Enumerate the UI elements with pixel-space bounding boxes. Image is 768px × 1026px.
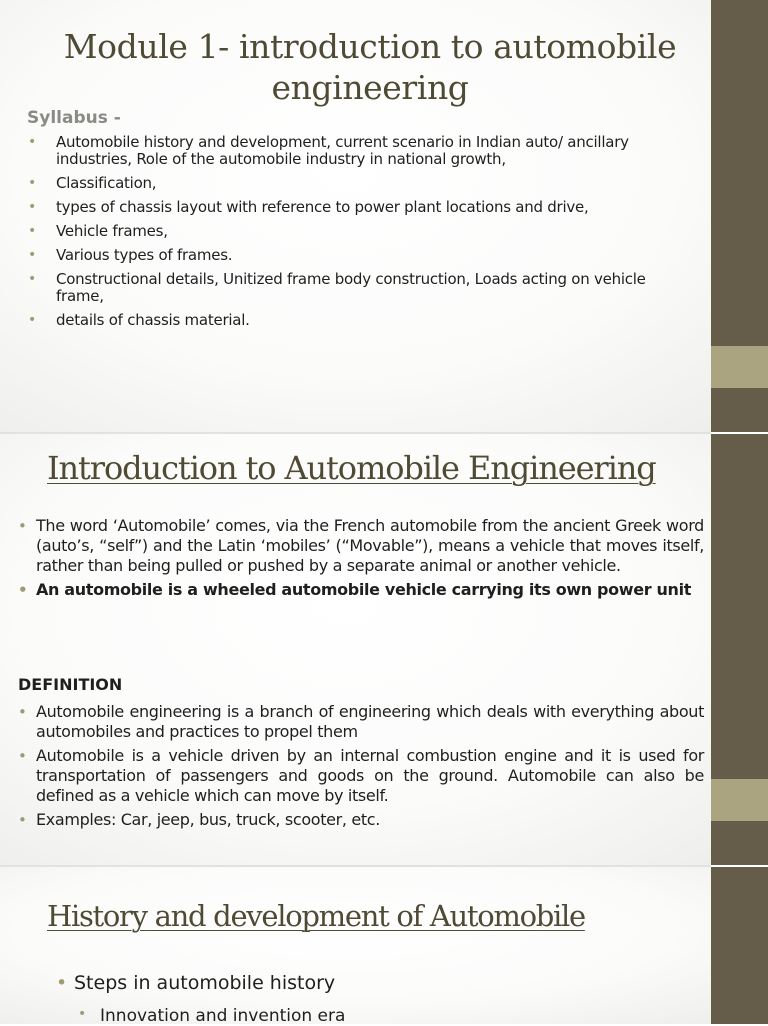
list-item: • The word ‘Automobile’ comes, via the French automobile from the ancient Greek word (auto’s, “self”) and the Latin ‘mobiles’ (“Movable”), means a vehicle that moves itself, rather than being pulled or pushed by a separate animal or another vehicle. (18, 516, 704, 576)
slide-1-rail-accent (711, 346, 768, 388)
definition-heading: DEFINITION (18, 675, 123, 694)
list-item: • Constructional details, Unitized frame body construction, Loads acting on vehicle frame, (28, 271, 668, 305)
list-item: • Automobile is a vehicle driven by an internal combustion engine and it is used for transportation of passengers and goods on the ground. Automobile can also be defined as a vehicle which can move by itself. (18, 746, 704, 806)
intro-list (18, 516, 704, 604)
history-bullet: • Steps in automobile history (56, 972, 335, 994)
slide-2-title: Introduction to Automobile Engineering (47, 449, 656, 487)
slide-3-side-rail (711, 867, 768, 1024)
slide-3 (0, 867, 768, 1024)
list-item: • An automobile is a wheeled automobile vehicle carrying its own power unit (18, 580, 704, 600)
definition-list (18, 702, 704, 834)
slide-3-title: History and development of Automobile (47, 899, 585, 933)
list-item: • Automobile engineering is a branch of engineering which deals with everything about automobiles and practices to propel them (18, 702, 704, 742)
syllabus-label: Syllabus - (27, 108, 121, 128)
slide-1 (0, 0, 768, 432)
list-item: • Examples: Car, jeep, bus, truck, scooter, etc. (18, 810, 704, 830)
list-item: • details of chassis material. (28, 312, 668, 329)
history-sub-bullet: • Innovation and invention era (78, 1006, 345, 1026)
list-item: • Classification, (28, 175, 668, 192)
list-item: • Automobile history and development, current scenario in Indian auto/ ancillary industries, Role of the automobile industry in national growth, (28, 134, 668, 168)
list-item: • Vehicle frames, (28, 223, 668, 240)
slide-1-title: Module 1- introduction to automobile engineering (63, 27, 677, 107)
slide-2-rail-accent (711, 779, 768, 821)
list-item: • Various types of frames. (28, 247, 668, 264)
syllabus-list (28, 134, 668, 336)
list-item: • types of chassis layout with reference to power plant locations and drive, (28, 199, 668, 216)
